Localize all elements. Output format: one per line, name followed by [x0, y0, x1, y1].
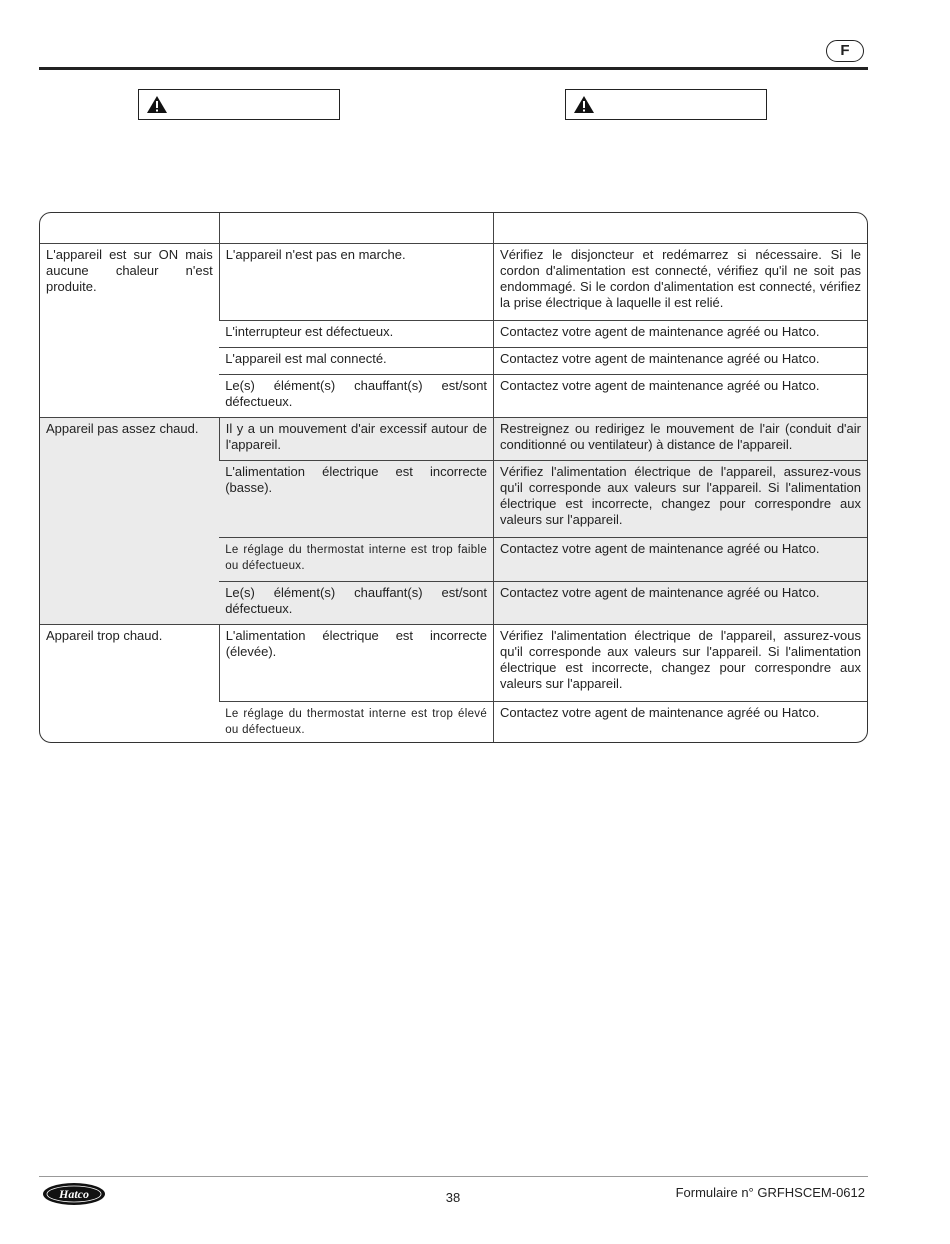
cause-cell: Le réglage du thermostat interne est trop élevé ou défectueux.	[219, 702, 493, 744]
language-badge: F	[826, 40, 864, 62]
solution-cell: Vérifiez le disjoncteur et redémarrez si nécessaire. Si le cordon d'alimentation est connecté, vérifiez qu'il ne soit pas endommagé. Si le cordon d'alimentation est connecté, vérifiez la prise électrique à laquelle il est relié.	[494, 244, 867, 321]
header-cell-cause	[219, 213, 493, 244]
table-header-row	[40, 213, 867, 244]
solution-cell: Vérifiez l'alimentation électrique de l'appareil, assurez-vous qu'il corresponde aux valeurs sur l'appareil. Si l'alimentation électrique est incorrecte, changez pour correspondre aux valeurs sur l'appareil.	[494, 625, 867, 702]
table-row	[40, 418, 867, 461]
cause-cell: Le réglage du thermostat interne est trop faible ou défectueux.	[219, 538, 493, 582]
cause-cell: Il y a un mouvement d'air excessif autour de l'appareil.	[219, 418, 493, 461]
solution-cell: Contactez votre agent de maintenance agréé ou Hatco.	[494, 582, 867, 625]
page-number: 38	[445, 1190, 461, 1205]
cause-cell: L'appareil n'est pas en marche.	[219, 244, 493, 321]
header-rule	[39, 67, 868, 70]
warning-triangle-icon	[573, 95, 595, 114]
cause-cell: Le(s) élément(s) chauffant(s) est/sont défectueux.	[219, 582, 493, 625]
footer-rule	[39, 1176, 868, 1177]
solution-cell: Contactez votre agent de maintenance agréé ou Hatco.	[494, 375, 867, 418]
solution-cell: Contactez votre agent de maintenance agréé ou Hatco.	[494, 321, 867, 348]
symptom-cell: L'appareil est sur ON mais aucune chaleur n'est produite.	[46, 247, 213, 294]
symptom-cell: Appareil trop chaud.	[40, 625, 219, 744]
cause-cell: L'interrupteur est défectueux.	[219, 321, 493, 348]
solution-cell: Contactez votre agent de maintenance agréé ou Hatco.	[494, 348, 867, 375]
warning-box-right	[565, 89, 767, 120]
cause-cell: Le(s) élément(s) chauffant(s) est/sont défectueux.	[219, 375, 493, 418]
solution-cell: Contactez votre agent de maintenance agréé ou Hatco.	[494, 702, 867, 744]
warning-box-left	[138, 89, 340, 120]
svg-text:Hatco: Hatco	[59, 1187, 89, 1201]
solution-cell: Contactez votre agent de maintenance agréé ou Hatco.	[494, 538, 867, 582]
cause-cell: L'alimentation électrique est incorrecte (élevée).	[219, 625, 493, 702]
solution-cell: Restreignez ou redirigez le mouvement de l'air (conduit d'air conditionné ou ventilateur) à distance de l'appareil.	[494, 418, 867, 461]
cause-cell: L'appareil est mal connecté.	[219, 348, 493, 375]
cause-cell: L'alimentation électrique est incorrecte (basse).	[219, 461, 493, 538]
symptom-cell: Appareil pas assez chaud.	[40, 418, 219, 625]
troubleshooting-table	[39, 212, 868, 743]
form-number: Formulaire n° GRFHSCEM-0612	[675, 1185, 865, 1200]
solution-cell: Vérifiez l'alimentation électrique de l'appareil, assurez-vous qu'il corresponde aux valeurs sur l'appareil. Si l'alimentation électrique est incorrecte, changez pour correspondre aux valeurs sur l'appareil.	[494, 461, 867, 538]
warning-triangle-icon	[146, 95, 168, 114]
header-cell-symptom	[40, 213, 219, 244]
table-row	[40, 244, 867, 321]
table-row	[40, 625, 867, 702]
header-cell-solution	[494, 213, 867, 244]
